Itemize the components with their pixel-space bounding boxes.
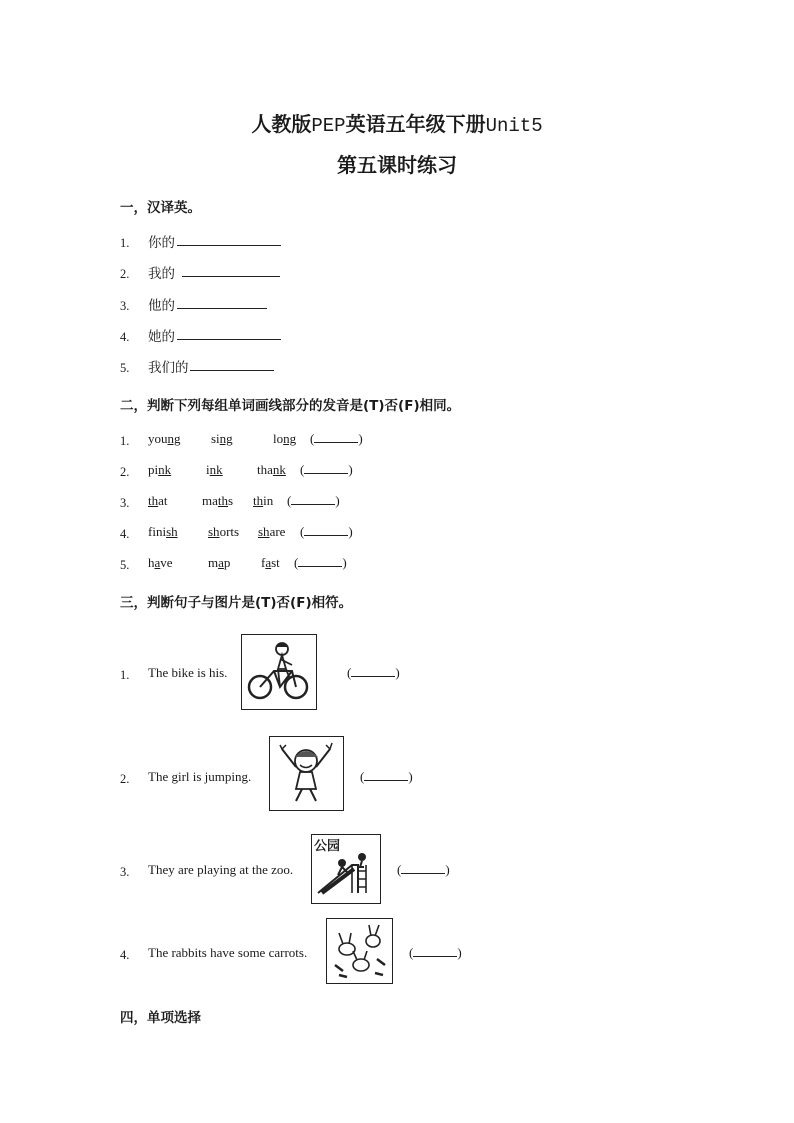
word: pink: [148, 462, 172, 477]
word: thin: [253, 493, 274, 508]
answer-blank[interactable]: [177, 245, 281, 246]
word: young: [148, 431, 181, 446]
picture-rabbits: [326, 918, 393, 984]
item-text: 你的: [148, 235, 175, 251]
underlined-part: a: [265, 555, 272, 570]
underlined-part: nk: [209, 462, 223, 477]
word: share: [258, 524, 286, 539]
answer-paren[interactable]: ( ): [294, 555, 347, 570]
section4-heading: 四，单项选择: [120, 1010, 201, 1026]
answer-paren[interactable]: ( ): [397, 862, 450, 877]
answer-blank[interactable]: [177, 308, 267, 309]
underlined-part: nk: [272, 462, 286, 477]
item-number: 3.: [120, 865, 130, 879]
underlined-part: sh: [208, 524, 220, 539]
answer-paren[interactable]: ( ): [347, 665, 400, 680]
underlined-part: th: [148, 493, 159, 508]
item-sentence: The rabbits have some carrots.: [148, 945, 308, 960]
underlined-part: nk: [158, 462, 172, 477]
item-number: 1.: [120, 236, 130, 250]
word: fast: [261, 555, 280, 570]
item-number: 5.: [120, 558, 130, 572]
underlined-part: ng: [167, 431, 181, 446]
word: long: [273, 431, 297, 446]
item-number: 2.: [120, 772, 130, 786]
answer-paren[interactable]: ( ): [409, 945, 462, 960]
page-subtitle: 第五课时练习: [337, 153, 457, 177]
word: ink: [206, 462, 223, 477]
picture-park-slide: [311, 834, 381, 904]
word: maths: [202, 493, 234, 508]
answer-paren[interactable]: ( ): [300, 524, 353, 539]
underlined-part: ng: [283, 431, 297, 446]
item-number: 4.: [120, 948, 130, 962]
answer-paren[interactable]: ( ): [300, 462, 353, 477]
word: thank: [257, 462, 286, 477]
page-title: [0, 108, 794, 137]
answer-blank[interactable]: [190, 370, 274, 371]
picture-girl-riding-bike: [241, 634, 317, 710]
item-number: 2.: [120, 267, 130, 281]
item-number: 1.: [120, 434, 130, 448]
word: finish: [148, 524, 178, 539]
answer-paren[interactable]: ( ): [360, 769, 413, 784]
underlined-part: a: [218, 555, 224, 570]
item-text: 我们的: [148, 360, 189, 376]
item-number: 4.: [120, 527, 130, 541]
item-number: 4.: [120, 330, 130, 344]
item-number: 5.: [120, 361, 130, 375]
item-number: 2.: [120, 465, 130, 479]
underlined-part: a: [154, 555, 161, 570]
section2-heading: 二，判断下列每组单词画线部分的发音是(T)否(F)相同。: [120, 398, 461, 414]
underlined-part: th: [217, 493, 229, 508]
answer-blank[interactable]: [182, 276, 280, 277]
item-sentence: They are playing at the zoo.: [148, 862, 294, 877]
answer-blank[interactable]: [177, 339, 281, 340]
underlined-part: ng: [219, 431, 233, 446]
title-cn: 人教版: [251, 112, 312, 136]
underlined-part: th: [253, 493, 264, 508]
word: sing: [211, 431, 233, 446]
item-number: 3.: [120, 299, 130, 313]
word: that: [148, 493, 168, 508]
title-mid: 英语五年级下册: [345, 112, 486, 136]
answer-paren[interactable]: ( ): [310, 431, 363, 446]
section1-heading: 一，汉译英。: [120, 200, 201, 216]
underlined-part: sh: [166, 524, 178, 539]
title-pep: PEP: [311, 115, 346, 137]
underlined-part: sh: [258, 524, 270, 539]
item-sentence: The bike is his.: [148, 665, 228, 680]
item-text: 我的: [148, 266, 175, 282]
word: have: [148, 555, 173, 570]
item-number: 3.: [120, 496, 130, 510]
word: shorts: [208, 524, 240, 539]
item-number: 1.: [120, 668, 130, 682]
item-sentence: The girl is jumping.: [148, 769, 252, 784]
item-text: 她的: [148, 329, 175, 345]
word: map: [208, 555, 231, 570]
section3-heading: 三，判断句子与图片是(T)否(F)相符。: [120, 595, 353, 611]
item-text: 他的: [148, 298, 175, 314]
picture-label: 公园: [314, 839, 341, 854]
title-unit: Unit5: [485, 115, 543, 137]
answer-paren[interactable]: ( ): [287, 493, 340, 508]
picture-girl-jumping: [269, 736, 344, 811]
